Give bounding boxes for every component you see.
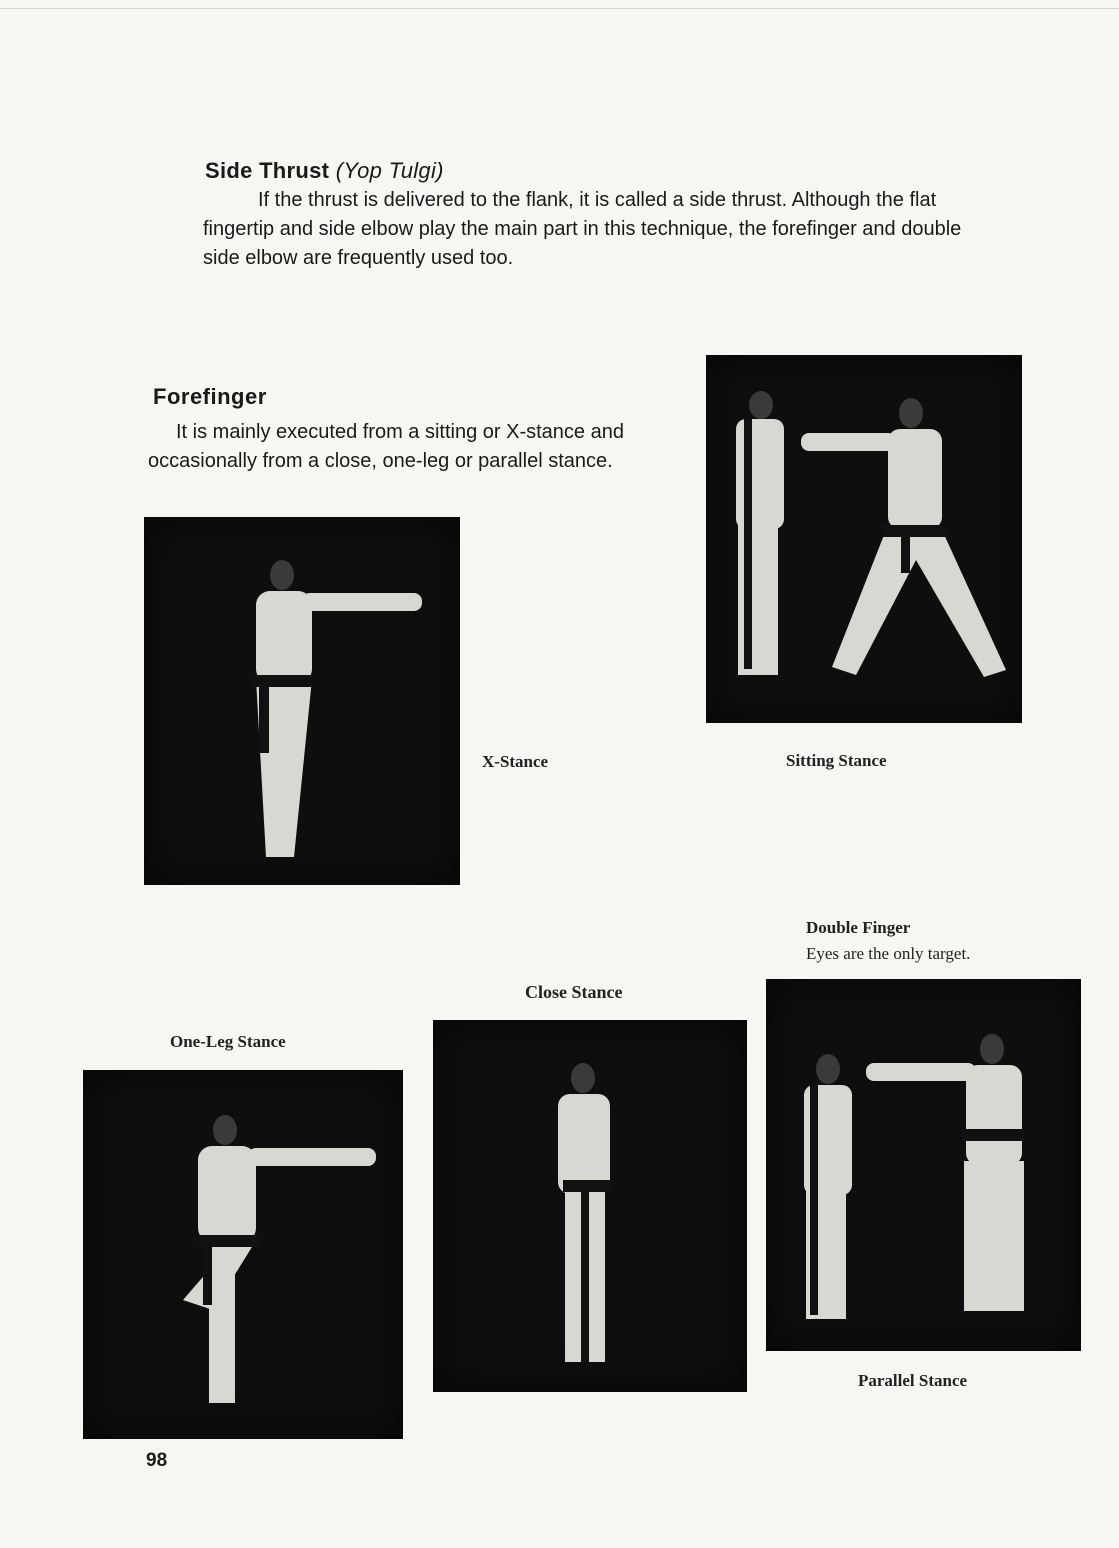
sitting-stance-caption: Sitting Stance <box>786 751 887 770</box>
section-title-korean: (Yop Tulgi) <box>335 158 444 183</box>
parallel-stance-caption: Parallel Stance <box>858 1371 968 1390</box>
double-finger-title: Double Finger <box>806 918 911 937</box>
x-stance-photo <box>144 517 460 885</box>
intro-paragraph: If the thrust is delivered to the flank, it is called a side thrust. Although the flat fingertip and side elbow play the main part in this technique, the forefinger and double side elbow are frequently used too. <box>203 189 962 269</box>
close-stance-photo <box>433 1020 747 1392</box>
section-title <box>205 158 444 184</box>
one-leg-stance-photo <box>83 1070 403 1439</box>
forefinger-heading: Forefinger <box>153 384 267 409</box>
scan-edge-line <box>0 8 1119 9</box>
section-title-text: Side Thrust <box>205 158 330 183</box>
sitting-stance-photo <box>706 355 1022 723</box>
x-stance-figure <box>144 517 460 885</box>
close-stance-figure <box>433 1020 747 1392</box>
sitting-stance-figures <box>706 355 1022 723</box>
parallel-stance-photo <box>766 979 1081 1351</box>
x-stance-caption: X-Stance <box>482 752 549 771</box>
forefinger-paragraph: It is mainly executed from a sitting or X-stance and occasionally from a close, one-leg or parallel stance. <box>148 421 624 472</box>
one-leg-stance-caption: One-Leg Stance <box>170 1032 286 1051</box>
one-leg-stance-figure <box>83 1070 403 1439</box>
double-finger-text: Eyes are the only target. <box>806 944 971 963</box>
page-number: 98 <box>146 1450 168 1471</box>
close-stance-caption: Close Stance <box>525 982 623 1002</box>
parallel-stance-figures <box>766 979 1081 1351</box>
